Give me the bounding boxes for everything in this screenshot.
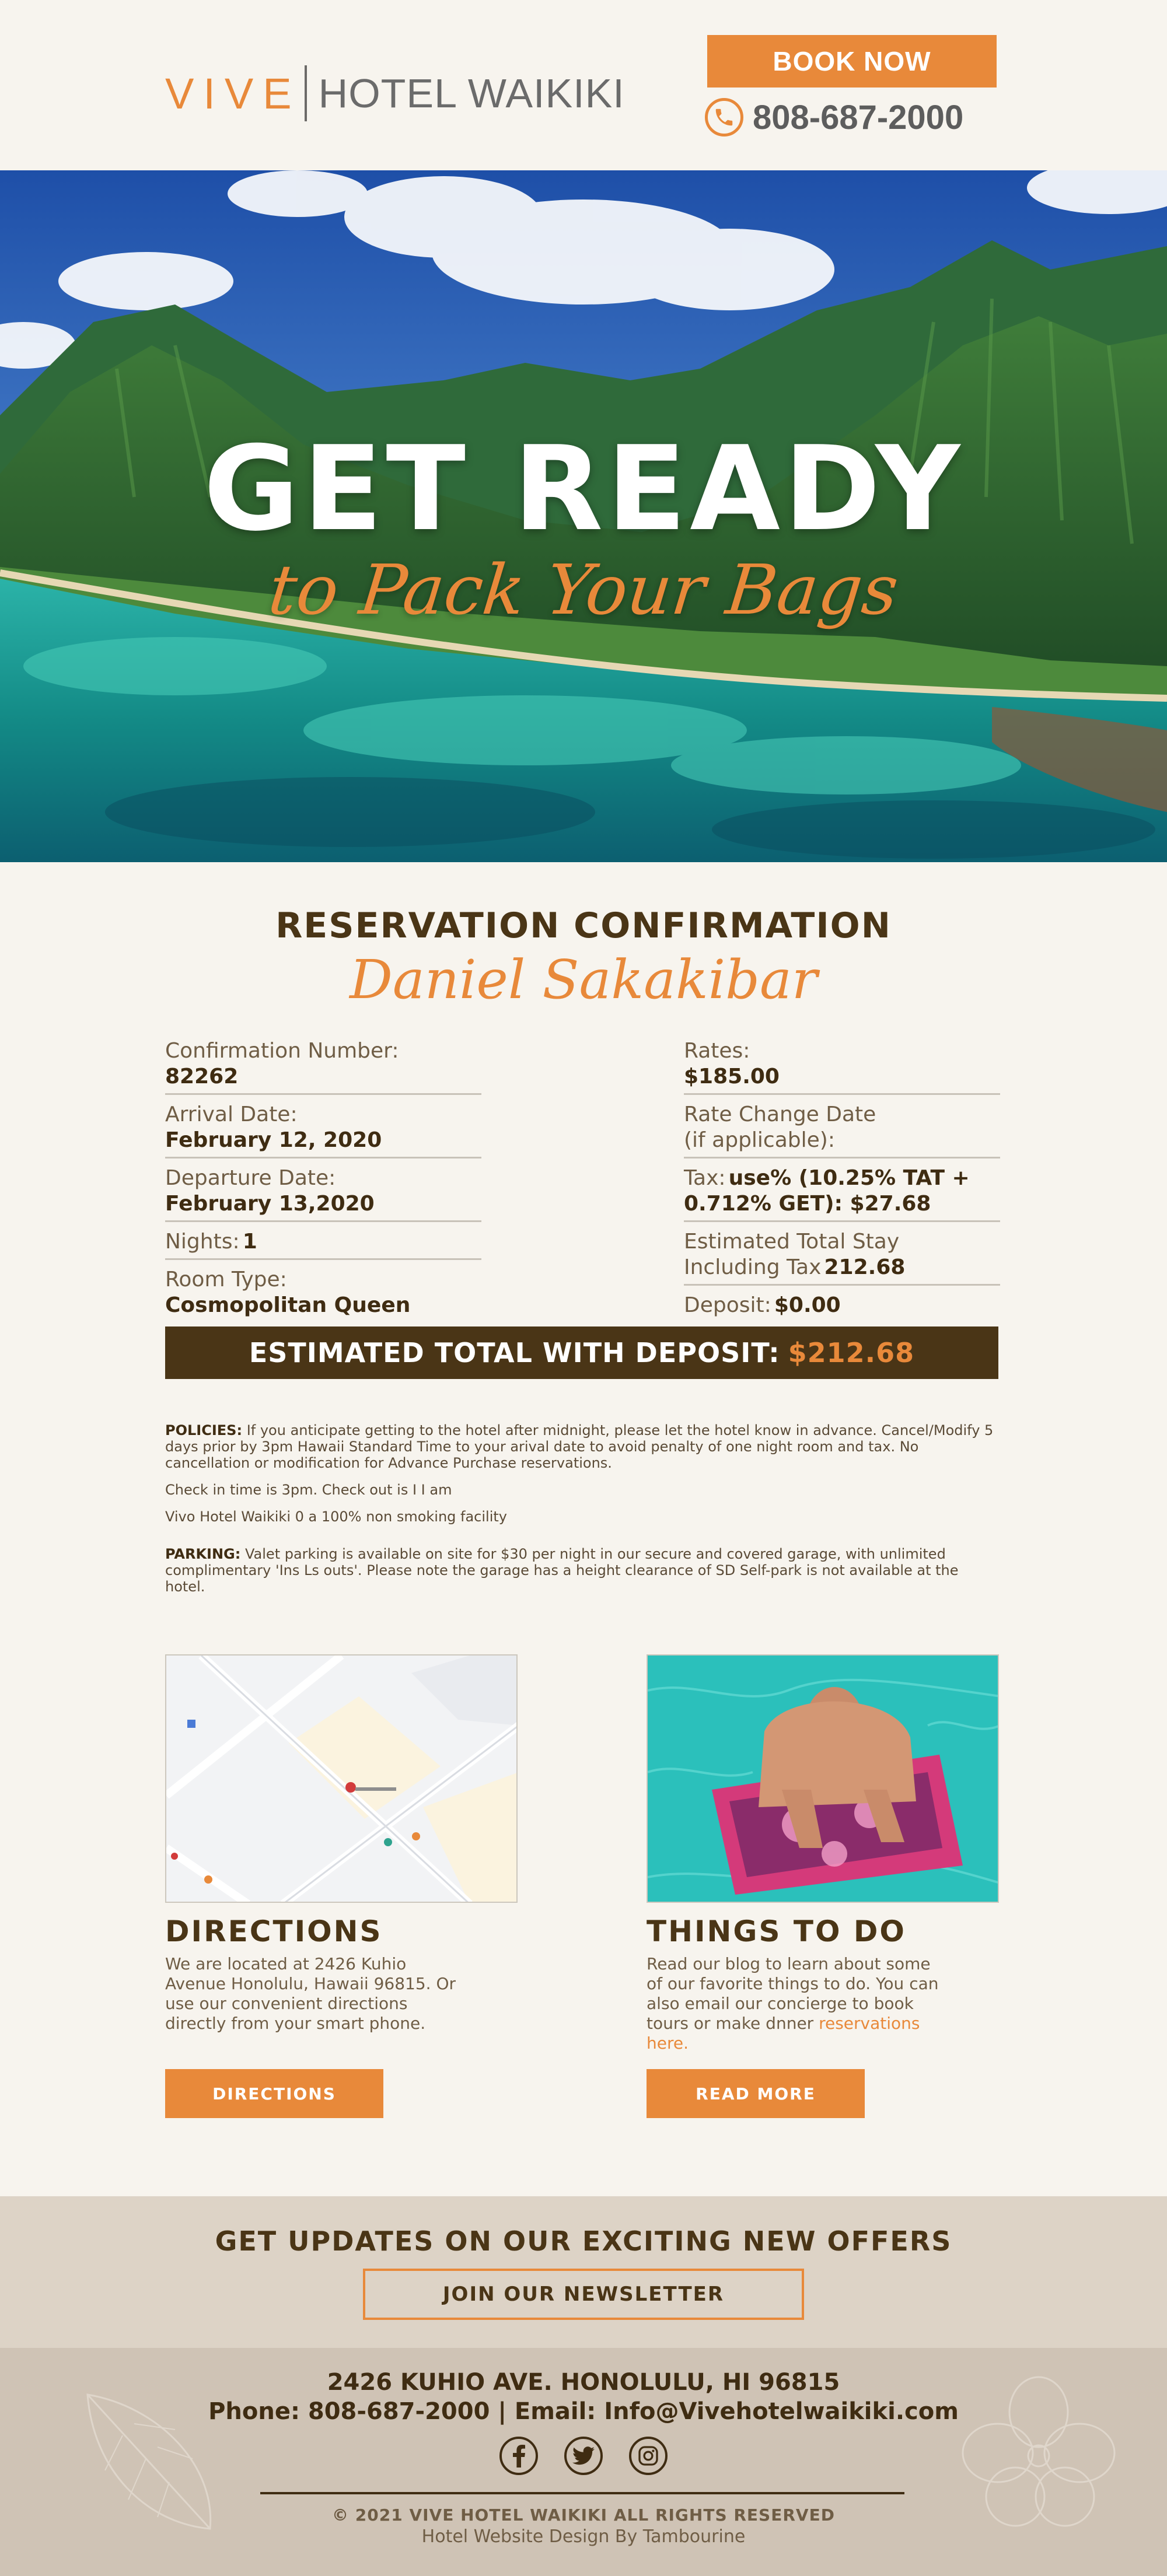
- twitter-icon[interactable]: [564, 2437, 603, 2475]
- field-label: Estimated Total Stay Including Tax: [684, 1230, 900, 1279]
- phone-icon: [705, 98, 743, 136]
- field-value: Cosmopolitan Queen: [165, 1293, 411, 1317]
- field-label: Confirmation Number:: [165, 1039, 399, 1063]
- field-label-continued: (if applicable):: [684, 1128, 835, 1152]
- confirmation-number-field: [165, 1036, 481, 1095]
- departure-date-field: [165, 1163, 481, 1222]
- read-more-button[interactable]: READ MORE: [647, 2069, 865, 2118]
- total-amount: $212.68: [788, 1337, 915, 1368]
- instagram-icon[interactable]: [629, 2437, 668, 2475]
- social-links: [499, 2437, 668, 2477]
- reservation-details-right: [684, 1036, 1000, 1326]
- parking-label: PARKING:: [165, 1546, 241, 1562]
- field-value: 82262: [165, 1065, 239, 1088]
- estimated-total-bar: [165, 1326, 998, 1379]
- rate-change-date-field: [684, 1100, 1000, 1158]
- footer-address: 2426 KUHIO AVE. HONOLULU, HI 96815: [327, 2369, 840, 2396]
- deposit-field: [684, 1290, 1000, 1322]
- facebook-icon[interactable]: [499, 2437, 538, 2475]
- arrival-date-field: [165, 1100, 481, 1158]
- policies-label: POLICIES:: [165, 1422, 243, 1438]
- field-value: $0.00: [774, 1293, 841, 1317]
- reservation-title: RESERVATION CONFIRMATION: [275, 905, 892, 946]
- logo-hotel-text: HOTEL WAIKIKI: [318, 71, 625, 116]
- checkin-text: Check in time is 3pm. Check out is I I am: [165, 1482, 452, 1498]
- header-phone-number: 808-687-2000: [753, 98, 964, 136]
- field-label: Nights:: [165, 1230, 240, 1254]
- join-newsletter-button[interactable]: JOIN OUR NEWSLETTER: [363, 2269, 804, 2320]
- directions-map[interactable]: [165, 1654, 518, 1903]
- directions-button[interactable]: DIRECTIONS: [165, 2069, 383, 2118]
- things-to-do-photo[interactable]: [647, 1654, 999, 1903]
- map-graphic: [166, 1656, 518, 1903]
- field-label: Room Type:: [165, 1268, 287, 1292]
- parking-paragraph: [165, 1546, 1000, 1595]
- book-now-button[interactable]: BOOK NOW: [707, 35, 997, 88]
- footer-contact[interactable]: Phone: 808-687-2000 | Email: Info@Vivehotelwaikiki.com: [208, 2398, 959, 2425]
- hero-banner: [0, 170, 1167, 862]
- nights-field: [165, 1227, 481, 1260]
- parking-text: Valet parking is available on site for $30 per night in our secure and covered garage, with unlimited complimentary 'Ins Ls outs'. Please note the garage has a height clearance of SD Self-park is not available at the hotel.: [165, 1546, 959, 1595]
- directions-title: DIRECTIONS: [165, 1915, 383, 1948]
- footer-divider: [260, 2492, 904, 2494]
- field-value: use% (10.25% TAT + 0.712% GET): $27.68: [684, 1166, 970, 1216]
- newsletter-title: GET UPDATES ON OUR EXCITING NEW OFFERS: [215, 2225, 952, 2257]
- things-to-do-title: THINGS TO DO: [647, 1915, 906, 1948]
- rates-field: [684, 1036, 1000, 1095]
- tax-field: [684, 1163, 1000, 1222]
- hotel-logo[interactable]: [165, 65, 625, 121]
- field-label: Departure Date:: [165, 1166, 336, 1190]
- hero-title: GET READY: [203, 421, 964, 557]
- things-to-do-text: [647, 1954, 950, 2053]
- things-to-do-body: Read our blog to learn about some of our favorite things to do. You can also email our concierge to book tours or make dnner: [647, 1954, 939, 2033]
- field-label: Rate Change Date: [684, 1102, 876, 1126]
- field-value: 212.68: [824, 1255, 906, 1279]
- footer-copyright: © 2021 VIVE HOTEL WAIKIKI ALL RIGHTS RESERVED: [332, 2505, 835, 2525]
- field-label: Deposit:: [684, 1293, 771, 1317]
- field-value: 1: [242, 1230, 257, 1254]
- field-label: Rates:: [684, 1039, 750, 1063]
- reservation-details-left: [165, 1036, 481, 1326]
- logo-vive-text: VIVE: [165, 69, 301, 118]
- directions-text: We are located at 2426 Kuhio Avenue Honolulu, Hawaii 96815. Or use our convenient directions directly from your smart phone.: [165, 1954, 456, 2033]
- email-header: [0, 0, 1167, 170]
- smoking-text: Vivo Hotel Waikiki 0 a 100% non smoking facility: [165, 1508, 507, 1525]
- estimated-total-stay-field: [684, 1227, 1000, 1286]
- footer: [0, 2348, 1167, 2576]
- field-value: February 13,2020: [165, 1192, 375, 1216]
- logo-divider: [305, 65, 307, 121]
- field-label: Arrival Date:: [165, 1102, 298, 1126]
- map-pin-icon: [345, 1782, 356, 1793]
- room-type-field: [165, 1265, 481, 1322]
- field-value: February 12, 2020: [165, 1128, 382, 1152]
- swimmer-photo: [648, 1656, 999, 1903]
- reservations-link[interactable]: reservations here.: [647, 2014, 920, 2053]
- guest-name: Daniel Sakakibar: [350, 949, 817, 1011]
- policies-paragraph: [165, 1422, 1000, 1471]
- header-phone[interactable]: [705, 96, 963, 139]
- policies-text: If you anticipate getting to the hotel after midnight, please let the hotel know in advance. Cancel/Modify 5 days prior by 3pm Hawaii Standard Time to your arival date to avoid penalty of one night room and tax. No cancellation or modification for Advance Purchase reservations.: [165, 1422, 994, 1471]
- hero-subtitle: to Pack Your Bags: [265, 550, 902, 630]
- footer-credit[interactable]: Hotel Website Design By Tambourine: [421, 2526, 746, 2547]
- field-value: $185.00: [684, 1065, 780, 1088]
- newsletter-section: [0, 2196, 1167, 2348]
- field-label: Tax:: [684, 1166, 726, 1190]
- total-label: ESTIMATED TOTAL WITH DEPOSIT:: [249, 1337, 780, 1368]
